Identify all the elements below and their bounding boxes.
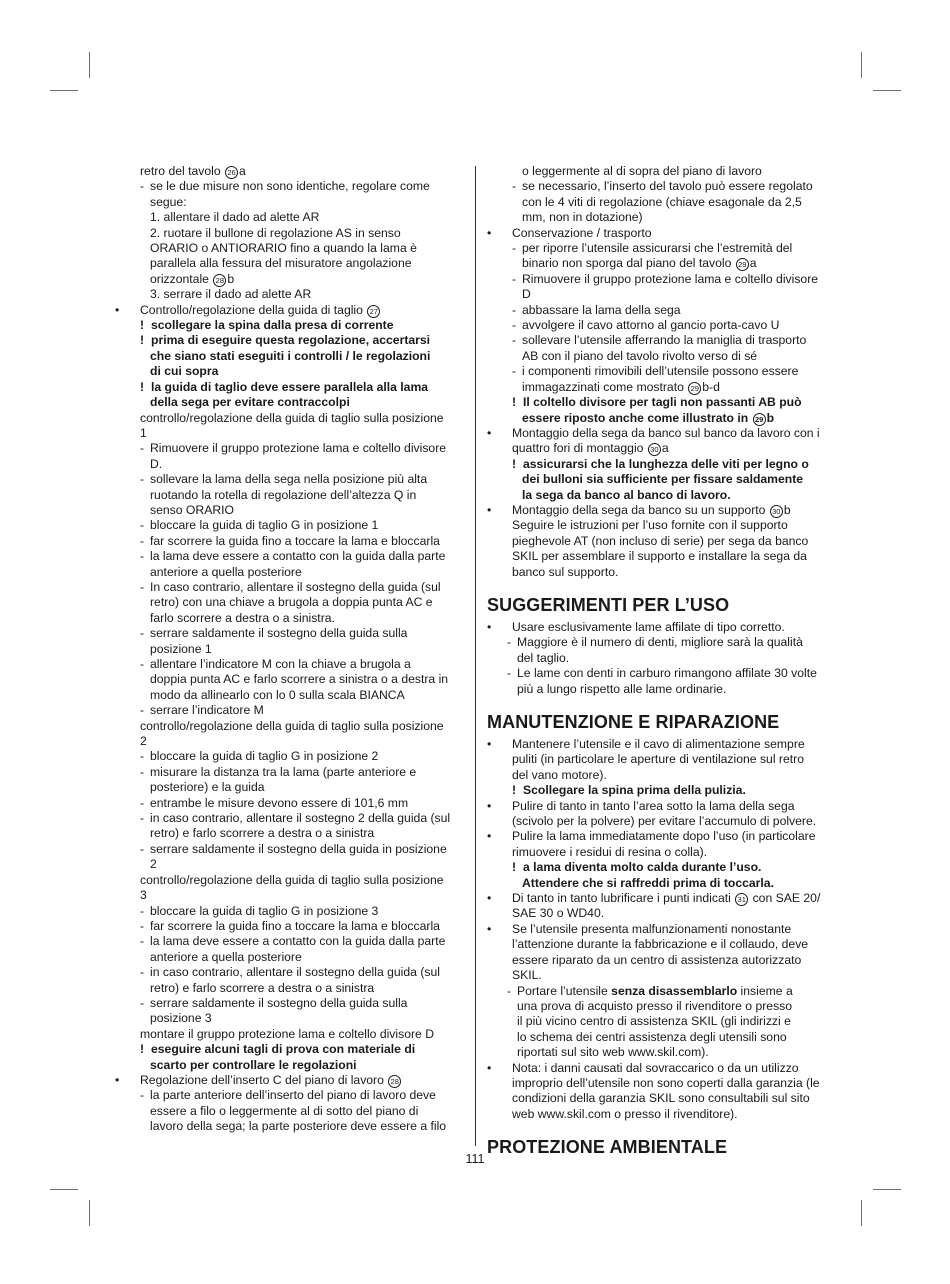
text-line [487, 441, 833, 456]
text-line: improprio dell’utensile non sono coperti dalla garanzia (le [512, 1075, 820, 1090]
text-fragment: Pulire di tanto in tanto l’area sotto la lama della sega [512, 798, 795, 813]
text-line: D. [150, 456, 163, 471]
right-column [487, 164, 833, 1162]
text-fragment: ! [512, 860, 517, 875]
figure-ref-icon: 31 [735, 893, 748, 906]
warning-item [487, 783, 833, 798]
bullet-item [487, 737, 833, 752]
text-line: segue: [150, 194, 187, 209]
text-fragment: Conservazione / trasporto [512, 225, 652, 240]
text-line: posizione 1 [150, 641, 212, 656]
text-fragment: • [487, 1060, 492, 1075]
dash-item [487, 635, 833, 650]
text-fragment: Di tanto in tanto lubrificare i punti indicati [512, 891, 735, 906]
text-fragment: Portare l’utensile [517, 983, 612, 998]
text-fragment: eseguire alcuni tagli di prova con materiale di [151, 1042, 416, 1057]
text-fragment: - [140, 579, 145, 594]
bullet-item [487, 799, 833, 814]
text-fragment: immagazzinati come mostrato [522, 379, 688, 394]
text-fragment: per riporre l’utensile assicurarsi che l’estremità del [522, 241, 793, 256]
text-line: farlo scorrere a destra o a sinistra. [150, 610, 335, 625]
text-line: retro) e farlo scorrere a destra o a sinistra [150, 980, 375, 995]
text-line: di cui sopra [150, 364, 219, 379]
text-fragment: - [507, 666, 512, 681]
bullet-item [487, 226, 833, 241]
text-line: scarto per controllare le regolazioni [150, 1057, 357, 1072]
text-fragment: - [140, 965, 145, 980]
text-fragment: - [512, 179, 517, 194]
text-line: Seguire le istruzioni per l’uso fornite con il supporto [512, 518, 788, 533]
text-fragment: - [140, 626, 145, 641]
text-fragment: - [140, 749, 145, 764]
dash-item [115, 549, 468, 564]
dash-item [115, 518, 468, 533]
text-fragment: - [140, 795, 145, 810]
text-fragment: Pulire la lama immediatamente dopo l’uso (in particolare [512, 829, 816, 844]
text-line: riportati sul sito web www.skil.com). [517, 1045, 709, 1060]
text-fragment: ! [140, 379, 145, 394]
text-line [115, 164, 468, 179]
text-fragment: • [487, 619, 492, 634]
bullet-item [487, 829, 833, 844]
dash-item [115, 965, 468, 980]
text-line: 3 [140, 888, 147, 903]
text-line: montare il gruppo protezione lama e coltello divisore D [140, 1026, 435, 1041]
text-fragment: assicurarsi che la lunghezza delle viti per legno o [523, 456, 809, 471]
bullet-item [115, 303, 468, 318]
text-fragment: Se l’utensile presenta malfunzionamenti nonostante [512, 921, 792, 936]
figure-ref-icon: 29 [688, 382, 701, 395]
crop-mark [50, 90, 78, 91]
text-fragment: orizzontale [150, 271, 213, 286]
text-fragment: - [140, 811, 145, 826]
dash-item [487, 241, 833, 256]
text-fragment: In caso contrario, allentare il sostegno della guida (sul [150, 579, 441, 594]
text-line: anteriore a quella posteriore [150, 564, 302, 579]
text-line [487, 380, 833, 395]
text-line: retro) con una chiave a brugola a doppia punta AC e [150, 595, 433, 610]
text-fragment: se le due misure non sono identiche, regolare come [150, 179, 430, 194]
text-fragment: allentare l’indicatore M con la chiave a brugola a [150, 657, 411, 671]
dash-item [487, 666, 833, 681]
text-line [487, 256, 833, 271]
text-line: mm, non in dotazione) [522, 210, 643, 225]
text-fragment: bloccare la guida di taglio G in posizione 2 [150, 749, 379, 764]
text-fragment: con SAE 20/ [749, 891, 821, 906]
text-line: AB con il piano del tavolo rivolto verso di sé [522, 348, 758, 363]
text-line: 2. ruotare il bullone di regolazione AS in senso [150, 225, 401, 240]
crop-mark [50, 1189, 78, 1190]
text-fragment: Il coltello divisore per tagli non passanti AB può [523, 395, 802, 410]
text-fragment: Nota: i danni causati dal sovraccarico o da un utilizzo [512, 1060, 799, 1075]
text-line: condizioni della garanzia SKIL sono consultabili sul sito [512, 1091, 810, 1106]
dash-item [487, 272, 833, 287]
text-line: 3. serrare il dado ad alette AR [150, 287, 312, 302]
warning-item [115, 380, 468, 395]
text-fragment: entrambe le misure devono essere di 101,6 mm [150, 795, 409, 810]
text-fragment: • [115, 1072, 120, 1087]
text-fragment: bloccare la guida di taglio G in posizione 1 [150, 518, 379, 533]
text-fragment: Usare esclusivamente lame affilate di tipo corretto. [512, 619, 785, 634]
text-fragment: Maggiore è il numero di denti, migliore sarà la qualità [517, 635, 803, 650]
warning-item [487, 395, 833, 410]
text-fragment: in caso contrario, allentare il sostegno 2 della guida (sul [150, 811, 451, 826]
dash-item [115, 1088, 468, 1103]
text-fragment: ! [140, 333, 145, 348]
text-fragment: • [487, 921, 492, 936]
text-line: puliti (in particolare le aperture di ventilazione sul retro [512, 752, 804, 767]
dash-item [487, 984, 833, 999]
text-line: con le 4 viti di regolazione (chiave esagonale da 2,5 [522, 194, 802, 209]
text-fragment: bloccare la guida di taglio G in posizione 3 [150, 903, 379, 918]
text-fragment: serrare l’indicatore M [150, 703, 264, 718]
text-line: del taglio. [517, 650, 570, 665]
text-line: lavoro della sega; la parte posteriore deve essere a filo [150, 1119, 447, 1134]
text-fragment: - [140, 764, 145, 779]
text-fragment: Scollegare la spina prima della pulizia. [523, 783, 746, 798]
dash-item [115, 626, 468, 641]
text-fragment: senza disassemblarlo [611, 983, 738, 998]
text-line: controllo/regolazione della guida di taglio sulla posizione [140, 410, 444, 425]
figure-ref-icon: 26 [225, 166, 238, 179]
left-column [115, 164, 468, 1135]
text-line: SKIL per assemblare il supporto e installare la sega da [512, 549, 807, 564]
text-fragment: prima di eseguire questa regolazione, accertarsi [151, 333, 431, 348]
text-fragment: Le lame con denti in carburo rimangono affilate 30 volte [517, 666, 817, 681]
text-line: una prova di acquisto presso il rivenditore o presso [517, 998, 793, 1013]
warning-item [487, 860, 833, 875]
text-fragment: scollegare la spina dalla presa di corrente [151, 318, 394, 333]
text-fragment: b [783, 502, 791, 517]
text-line: rimuovere i residui di resina o colla). [512, 844, 708, 859]
dash-item [115, 749, 468, 764]
text-line: modo da allinearlo con lo 0 sulla scala BIANCA [150, 687, 405, 702]
text-fragment: - [507, 635, 512, 650]
dash-item [115, 179, 468, 194]
text-fragment: a [749, 256, 757, 271]
figure-ref-icon: 28 [213, 274, 226, 287]
text-line: il più vicino centro di assistenza SKIL (gli indirizzi e [517, 1014, 791, 1029]
text-fragment: quattro fori di montaggio [512, 441, 647, 456]
figure-ref-icon: 28 [388, 1075, 401, 1088]
text-fragment: - [140, 703, 145, 718]
text-line: anteriore a quella posteriore [150, 949, 302, 964]
bullet-item [115, 1073, 468, 1088]
text-line: l’attenzione durante la fabbricazione e il collaudo, deve [512, 937, 809, 952]
warning-item [115, 318, 468, 333]
text-line: controllo/regolazione della guida di taglio sulla posizione [140, 872, 444, 887]
crop-mark [873, 90, 901, 91]
text-fragment: far scorrere la guida fino a toccare la lama e bloccarla [150, 533, 440, 548]
dash-item [487, 364, 833, 379]
text-line: 1. allentare il dado ad alette AR [150, 210, 320, 225]
text-fragment: - [512, 364, 517, 379]
text-fragment: avvolgere il cavo attorno al gancio porta-cavo U [522, 318, 780, 333]
section-heading: PROTEZIONE AMBIENTALE [487, 1137, 728, 1158]
text-fragment: a [661, 441, 669, 456]
text-fragment: - [140, 934, 145, 949]
text-fragment: - [140, 179, 145, 194]
text-fragment: la lama deve essere a contatto con la guida dalla parte [150, 549, 446, 564]
dash-item [115, 580, 468, 595]
figure-ref-icon: 30 [648, 443, 661, 456]
dash-item [487, 318, 833, 333]
text-fragment: ! [512, 395, 517, 410]
text-line: D [522, 287, 531, 302]
text-fragment: sollevare la lama della sega nella posizione più alta [150, 472, 428, 487]
text-fragment: misurare la distanza tra la lama (parte anteriore e [150, 764, 417, 779]
text-fragment: • [487, 225, 492, 240]
text-fragment: • [115, 302, 120, 317]
text-fragment: • [487, 891, 492, 906]
dash-item [487, 303, 833, 318]
crop-mark [89, 1200, 90, 1226]
text-fragment: Montaggio della sega da banco su un supporto [512, 502, 769, 517]
text-fragment: - [140, 441, 145, 456]
column-divider [475, 166, 476, 1146]
text-fragment: serrare saldamente il sostegno della guida in posizione [150, 841, 447, 856]
text-line: che siano stati eseguiti i controlli / le regolazioni [150, 348, 431, 363]
text-fragment: • [487, 737, 492, 751]
text-fragment: • [487, 829, 492, 844]
dash-item [115, 657, 468, 672]
text-fragment: • [487, 425, 492, 440]
text-line: posteriore) e la guida [150, 780, 265, 795]
text-line: Attendere che si raffreddi prima di toccarla. [522, 875, 774, 890]
bullet-item [487, 891, 833, 906]
text-line: web www.skil.com o presso il rivenditore). [512, 1106, 738, 1121]
warning-item [115, 1042, 468, 1057]
text-fragment: ! [140, 1042, 145, 1057]
text-line: parallela alla fessura del misuratore angolazione [150, 256, 412, 271]
text-line: (scivolo per la polvere) per evitare l’accumulo di polvere. [512, 814, 817, 829]
bullet-item [487, 620, 833, 635]
text-fragment: la guida di taglio deve essere parallela alla lama [151, 379, 429, 394]
text-line: 1 [140, 425, 147, 440]
text-line: banco sul supporto. [512, 564, 619, 579]
dash-item [115, 842, 468, 857]
text-line: la sega da banco al banco di lavoro. [522, 487, 731, 502]
text-fragment: in caso contrario, allentare il sostegno della guida (sul [150, 965, 440, 980]
text-line: della sega per evitare contraccolpi [150, 395, 350, 410]
text-line: SKIL. [512, 968, 542, 983]
dash-item [115, 811, 468, 826]
text-fragment: - [512, 333, 517, 348]
text-line [487, 411, 833, 426]
crop-mark [89, 52, 90, 78]
text-fragment: i componenti rimovibili dell’utensile possono essere [522, 364, 799, 379]
warning-item [115, 333, 468, 348]
text-fragment: a [239, 164, 246, 178]
text-line: più a lungo rispetto alle lame ordinarie. [517, 681, 727, 696]
text-fragment: se necessario, l’inserto del tavolo può essere regolato [522, 179, 813, 194]
text-line [115, 272, 468, 287]
text-fragment: serrare saldamente il sostegno della guida sulla [150, 995, 408, 1010]
text-fragment: - [512, 271, 517, 286]
text-fragment: ! [140, 318, 145, 333]
text-fragment: - [140, 657, 145, 671]
text-fragment: - [140, 518, 145, 533]
text-line: lo schema dei centri assistenza degli utensili sono [517, 1029, 787, 1044]
crop-mark [873, 1189, 901, 1190]
text-fragment: serrare saldamente il sostegno della guida sulla [150, 626, 408, 641]
page-number: 111 [465, 1152, 485, 1166]
text-fragment: - [140, 549, 145, 564]
dash-item [115, 534, 468, 549]
text-fragment: ! [512, 783, 517, 798]
text-fragment: b-d [702, 379, 720, 394]
text-line: del vano motore). [512, 767, 607, 782]
text-fragment: - [140, 533, 145, 548]
text-fragment: sollevare l’utensile afferrando la maniglia di trasporto [522, 333, 807, 348]
text-line: 2 [150, 857, 157, 872]
text-fragment: Rimuovere il gruppo protezione lama e coltello divisore [522, 271, 819, 286]
figure-ref-icon: 27 [367, 305, 380, 318]
dash-item [487, 333, 833, 348]
text-fragment: Mantenere l’utensile e il cavo di alimentazione sempre [512, 737, 805, 751]
text-line: ruotando la rotella di regolazione dell’altezza Q in [150, 487, 417, 502]
dash-item [115, 904, 468, 919]
text-fragment: a lama diventa molto calda durante l’uso. [523, 860, 762, 875]
text-fragment: - [140, 918, 145, 933]
text-fragment: - [140, 903, 145, 918]
text-fragment: - [512, 241, 517, 256]
text-fragment: - [140, 472, 145, 487]
dash-item [487, 179, 833, 194]
dash-item [115, 765, 468, 780]
text-fragment: binario non sporga dal piano del tavolo [522, 256, 735, 271]
warning-item [487, 457, 833, 472]
text-fragment: - [512, 302, 517, 317]
text-fragment: b [766, 410, 775, 425]
text-line: pieghevole AT (non incluso di serie) per sega da banco [512, 533, 809, 548]
figure-ref-icon: 30 [770, 505, 783, 518]
dash-item [115, 934, 468, 949]
crop-mark [861, 52, 862, 78]
text-fragment: la parte anteriore dell’inserto del piano di lavoro deve [150, 1088, 436, 1103]
text-fragment: - [140, 995, 145, 1010]
bullet-item [487, 922, 833, 937]
text-fragment: far scorrere la guida fino a toccare la lama e bloccarla [150, 918, 440, 933]
text-fragment: abbassare la lama della sega [522, 302, 681, 317]
dash-item [115, 996, 468, 1011]
text-fragment: retro del tavolo [140, 164, 225, 178]
text-line: essere riparato da un centro di assistenza autorizzato [512, 952, 802, 967]
dash-item [115, 919, 468, 934]
text-line: o leggermente al di sopra del piano di lavoro [522, 164, 762, 178]
figure-ref-icon: 29 [736, 258, 749, 271]
text-line: senso ORARIO [150, 502, 234, 517]
text-fragment: ! [512, 456, 517, 471]
text-line: posizione 3 [150, 1011, 212, 1026]
text-fragment: - [512, 318, 517, 333]
text-fragment: Regolazione dell’inserto C del piano di lavoro [140, 1072, 388, 1087]
dash-item [115, 472, 468, 487]
section-heading: MANUTENZIONE E RIPARAZIONE [487, 712, 780, 732]
text-fragment: - [507, 983, 512, 998]
text-fragment: b [227, 271, 235, 286]
text-fragment: Rimuovere il gruppo protezione lama e coltello divisore [150, 441, 447, 456]
text-line: 2 [140, 734, 147, 749]
text-line: controllo/regolazione della guida di taglio sulla posizione [140, 718, 444, 733]
text-line: dei bulloni sia sufficiente per fissare saldamente [522, 472, 804, 487]
text-fragment: essere riposto anche come illustrato in [522, 410, 752, 425]
text-line: essere a filo o leggermente al di sotto del piano di [150, 1103, 419, 1118]
dash-item [115, 796, 468, 811]
text-fragment: insieme a [737, 983, 793, 998]
crop-mark [861, 1200, 862, 1226]
text-line: retro) e farlo scorrere a destra o a sinistra [150, 826, 375, 841]
bullet-item [487, 1061, 833, 1076]
text-fragment: • [487, 502, 492, 517]
bullet-item [487, 503, 833, 518]
text-fragment: Montaggio della sega da banco sul banco da lavoro con i [512, 425, 820, 440]
text-fragment: • [487, 798, 492, 813]
text-fragment: - [140, 841, 145, 856]
text-fragment: la lama deve essere a contatto con la guida dalla parte [150, 934, 446, 949]
section-heading: SUGGERIMENTI PER L’USO [487, 594, 730, 615]
dash-item [115, 441, 468, 456]
text-line: SAE 30 o WD40. [512, 906, 605, 921]
text-fragment: - [140, 1088, 145, 1103]
text-line: doppia punta AC e farlo scorrere a sinistra o a destra in [150, 672, 449, 687]
figure-ref-icon: 29 [753, 413, 766, 426]
dash-item [115, 703, 468, 718]
text-fragment: Controllo/regolazione della guida di taglio [140, 302, 367, 317]
text-line: ORARIO o ANTIORARIO fino a quando la lama è [150, 241, 417, 256]
bullet-item [487, 426, 833, 441]
